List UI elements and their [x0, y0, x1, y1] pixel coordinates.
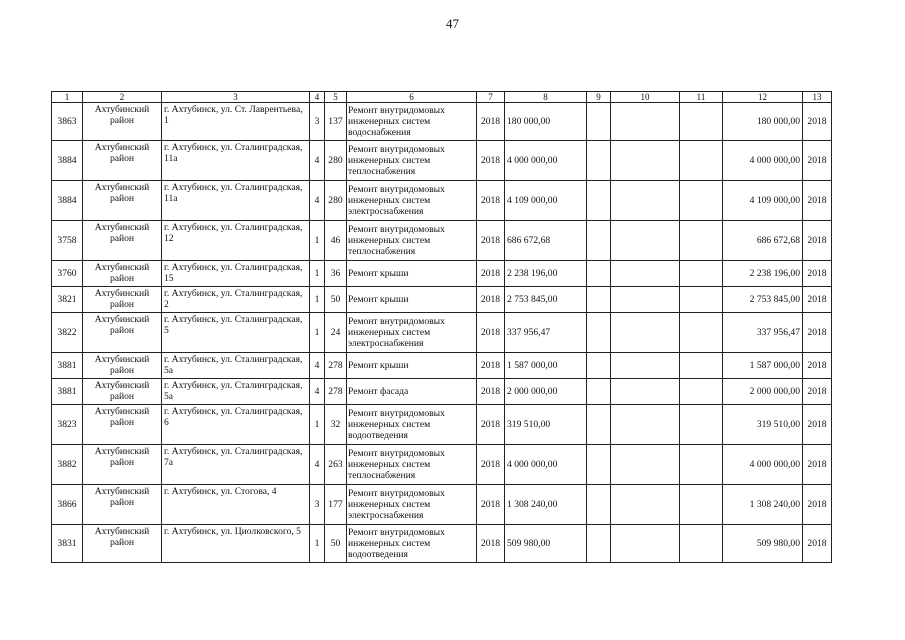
col5-cell: 24 [325, 313, 347, 353]
address-cell: г. Ахтубинск, ул. Сталинградская, 5 [162, 313, 310, 353]
district-cell: Ахтубинский район [83, 181, 162, 221]
col4-cell: 1 [310, 525, 325, 563]
amount-cell: 1 587 000,00 [505, 353, 587, 379]
col4-cell: 4 [310, 141, 325, 181]
total-cell: 4 000 000,00 [723, 445, 803, 485]
district-cell: Ахтубинский район [83, 313, 162, 353]
col4-cell: 4 [310, 379, 325, 405]
row-id: 3831 [52, 525, 83, 563]
col4-cell: 4 [310, 353, 325, 379]
column-number: 7 [477, 92, 505, 103]
total-cell: 509 980,00 [723, 525, 803, 563]
year-cell: 2018 [477, 261, 505, 287]
col10-cell [611, 485, 680, 525]
col10-cell [611, 405, 680, 445]
amount-cell: 319 510,00 [505, 405, 587, 445]
district-cell: Ахтубинский район [83, 485, 162, 525]
col10-cell [611, 445, 680, 485]
col4-cell: 4 [310, 181, 325, 221]
amount-cell: 337 956,47 [505, 313, 587, 353]
col9-cell [587, 181, 611, 221]
col11-cell [680, 445, 723, 485]
work-type-cell: Ремонт крыши [347, 287, 477, 313]
col5-cell: 278 [325, 379, 347, 405]
col9-cell [587, 353, 611, 379]
table-row [52, 141, 832, 181]
col10-cell [611, 103, 680, 141]
address-cell: г. Ахтубинск, ул. Сталинградская, 11а [162, 181, 310, 221]
col9-cell [587, 103, 611, 141]
col9-cell [587, 525, 611, 563]
year2-cell: 2018 [803, 181, 832, 221]
col9-cell [587, 379, 611, 405]
row-id: 3866 [52, 485, 83, 525]
col5-cell: 280 [325, 181, 347, 221]
col10-cell [611, 525, 680, 563]
address-cell: г. Ахтубинск, ул. Сталинградская, 15 [162, 261, 310, 287]
col5-cell: 177 [325, 485, 347, 525]
address-cell: г. Ахтубинск, ул. Сталинградская, 5а [162, 353, 310, 379]
total-cell: 2 000 000,00 [723, 379, 803, 405]
column-number: 13 [803, 92, 832, 103]
col9-cell [587, 261, 611, 287]
year-cell: 2018 [477, 287, 505, 313]
row-id: 3821 [52, 287, 83, 313]
total-cell: 319 510,00 [723, 405, 803, 445]
column-number: 10 [611, 92, 680, 103]
work-type-cell: Ремонт внутридомовых инженерных систем электроснабжения [347, 181, 477, 221]
amount-cell: 180 000,00 [505, 103, 587, 141]
register-table [51, 91, 832, 563]
year-cell: 2018 [477, 379, 505, 405]
amount-cell: 2 753 845,00 [505, 287, 587, 313]
district-cell: Ахтубинский район [83, 287, 162, 313]
col11-cell [680, 485, 723, 525]
col11-cell [680, 261, 723, 287]
table-row [52, 313, 832, 353]
table-body [52, 92, 832, 563]
district-cell: Ахтубинский район [83, 141, 162, 181]
total-cell: 1 308 240,00 [723, 485, 803, 525]
work-type-cell: Ремонт внутридомовых инженерных систем теплоснабжения [347, 221, 477, 261]
table-row [52, 103, 832, 141]
amount-cell: 1 308 240,00 [505, 485, 587, 525]
work-type-cell: Ремонт внутридомовых инженерных систем теплоснабжения [347, 445, 477, 485]
col4-cell: 1 [310, 221, 325, 261]
district-cell: Ахтубинский район [83, 103, 162, 141]
col9-cell [587, 287, 611, 313]
col11-cell [680, 405, 723, 445]
work-type-cell: Ремонт внутридомовых инженерных систем водоотведения [347, 405, 477, 445]
col9-cell [587, 445, 611, 485]
row-id: 3882 [52, 445, 83, 485]
year2-cell: 2018 [803, 221, 832, 261]
amount-cell: 4 000 000,00 [505, 141, 587, 181]
col11-cell [680, 103, 723, 141]
col11-cell [680, 353, 723, 379]
row-id: 3884 [52, 181, 83, 221]
col11-cell [680, 221, 723, 261]
year-cell: 2018 [477, 485, 505, 525]
col4-cell: 1 [310, 261, 325, 287]
district-cell: Ахтубинский район [83, 353, 162, 379]
district-cell: Ахтубинский район [83, 405, 162, 445]
table-row [52, 525, 832, 563]
work-type-cell: Ремонт внутридомовых инженерных систем теплоснабжения [347, 141, 477, 181]
header-row [52, 92, 832, 103]
year-cell: 2018 [477, 445, 505, 485]
work-type-cell: Ремонт внутридомовых инженерных систем электроснабжения [347, 485, 477, 525]
amount-cell: 509 980,00 [505, 525, 587, 563]
row-id: 3863 [52, 103, 83, 141]
year2-cell: 2018 [803, 313, 832, 353]
total-cell: 337 956,47 [723, 313, 803, 353]
col9-cell [587, 405, 611, 445]
work-type-cell: Ремонт внутридомовых инженерных систем водоотведения [347, 525, 477, 563]
year2-cell: 2018 [803, 141, 832, 181]
col9-cell [587, 221, 611, 261]
table-row [52, 181, 832, 221]
total-cell: 4 000 000,00 [723, 141, 803, 181]
col10-cell [611, 261, 680, 287]
district-cell: Ахтубинский район [83, 221, 162, 261]
column-number: 5 [325, 92, 347, 103]
year2-cell: 2018 [803, 379, 832, 405]
total-cell: 2 238 196,00 [723, 261, 803, 287]
total-cell: 686 672,68 [723, 221, 803, 261]
col4-cell: 3 [310, 103, 325, 141]
column-number: 9 [587, 92, 611, 103]
table-row [52, 261, 832, 287]
col9-cell [587, 313, 611, 353]
work-type-cell: Ремонт фасада [347, 379, 477, 405]
column-number: 8 [505, 92, 587, 103]
year2-cell: 2018 [803, 287, 832, 313]
year-cell: 2018 [477, 141, 505, 181]
col5-cell: 36 [325, 261, 347, 287]
address-cell: г. Ахтубинск, ул. Стогова, 4 [162, 485, 310, 525]
page-number: 47 [446, 16, 459, 31]
amount-cell: 2 238 196,00 [505, 261, 587, 287]
col11-cell [680, 379, 723, 405]
col11-cell [680, 181, 723, 221]
year2-cell: 2018 [803, 405, 832, 445]
row-id: 3884 [52, 141, 83, 181]
amount-cell: 2 000 000,00 [505, 379, 587, 405]
address-cell: г. Ахтубинск, ул. Сталинградская, 6 [162, 405, 310, 445]
year2-cell: 2018 [803, 103, 832, 141]
year-cell: 2018 [477, 525, 505, 563]
work-type-cell: Ремонт крыши [347, 353, 477, 379]
district-cell: Ахтубинский район [83, 379, 162, 405]
year-cell: 2018 [477, 353, 505, 379]
col5-cell: 32 [325, 405, 347, 445]
col11-cell [680, 313, 723, 353]
table-row [52, 445, 832, 485]
row-id: 3760 [52, 261, 83, 287]
table-row [52, 221, 832, 261]
row-id: 3822 [52, 313, 83, 353]
col5-cell: 46 [325, 221, 347, 261]
total-cell: 180 000,00 [723, 103, 803, 141]
col10-cell [611, 221, 680, 261]
year-cell: 2018 [477, 181, 505, 221]
col4-cell: 4 [310, 445, 325, 485]
district-cell: Ахтубинский район [83, 261, 162, 287]
year2-cell: 2018 [803, 525, 832, 563]
col5-cell: 50 [325, 287, 347, 313]
col5-cell: 280 [325, 141, 347, 181]
col10-cell [611, 313, 680, 353]
year-cell: 2018 [477, 313, 505, 353]
column-number: 12 [723, 92, 803, 103]
address-cell: г. Ахтубинск, ул. Циолковского, 5 [162, 525, 310, 563]
col10-cell [611, 379, 680, 405]
table-row [52, 379, 832, 405]
year2-cell: 2018 [803, 445, 832, 485]
col10-cell [611, 181, 680, 221]
address-cell: г. Ахтубинск, ул. Сталинградская, 7а [162, 445, 310, 485]
year2-cell: 2018 [803, 485, 832, 525]
total-cell: 4 109 000,00 [723, 181, 803, 221]
col5-cell: 137 [325, 103, 347, 141]
col10-cell [611, 287, 680, 313]
column-number: 6 [347, 92, 477, 103]
year2-cell: 2018 [803, 261, 832, 287]
table-row [52, 405, 832, 445]
address-cell: г. Ахтубинск, ул. Сталинградская, 12 [162, 221, 310, 261]
amount-cell: 686 672,68 [505, 221, 587, 261]
year2-cell: 2018 [803, 353, 832, 379]
column-number: 3 [162, 92, 310, 103]
col9-cell [587, 141, 611, 181]
total-cell: 2 753 845,00 [723, 287, 803, 313]
col5-cell: 278 [325, 353, 347, 379]
col5-cell: 263 [325, 445, 347, 485]
col11-cell [680, 287, 723, 313]
address-cell: г. Ахтубинск, ул. Сталинградская, 11а [162, 141, 310, 181]
row-id: 3881 [52, 353, 83, 379]
work-type-cell: Ремонт внутридомовых инженерных систем водоснабжения [347, 103, 477, 141]
col11-cell [680, 525, 723, 563]
year-cell: 2018 [477, 221, 505, 261]
col10-cell [611, 141, 680, 181]
table-row [52, 353, 832, 379]
column-number: 4 [310, 92, 325, 103]
col9-cell [587, 485, 611, 525]
address-cell: г. Ахтубинск, ул. Сталинградская, 2 [162, 287, 310, 313]
work-type-cell: Ремонт внутридомовых инженерных систем электроснабжения [347, 313, 477, 353]
amount-cell: 4 109 000,00 [505, 181, 587, 221]
col4-cell: 3 [310, 485, 325, 525]
row-id: 3758 [52, 221, 83, 261]
col10-cell [611, 353, 680, 379]
address-cell: г. Ахтубинск, ул. Ст. Лаврентьева, 1 [162, 103, 310, 141]
work-type-cell: Ремонт крыши [347, 261, 477, 287]
amount-cell: 4 000 000,00 [505, 445, 587, 485]
col11-cell [680, 141, 723, 181]
col5-cell: 50 [325, 525, 347, 563]
total-cell: 1 587 000,00 [723, 353, 803, 379]
row-id: 3881 [52, 379, 83, 405]
column-number: 1 [52, 92, 83, 103]
table-row [52, 287, 832, 313]
row-id: 3823 [52, 405, 83, 445]
column-number: 11 [680, 92, 723, 103]
year-cell: 2018 [477, 103, 505, 141]
column-number: 2 [83, 92, 162, 103]
address-cell: г. Ахтубинск, ул. Сталинградская, 5а [162, 379, 310, 405]
col4-cell: 1 [310, 287, 325, 313]
col4-cell: 1 [310, 405, 325, 445]
district-cell: Ахтубинский район [83, 525, 162, 563]
col4-cell: 1 [310, 313, 325, 353]
year-cell: 2018 [477, 405, 505, 445]
district-cell: Ахтубинский район [83, 445, 162, 485]
table-row [52, 485, 832, 525]
